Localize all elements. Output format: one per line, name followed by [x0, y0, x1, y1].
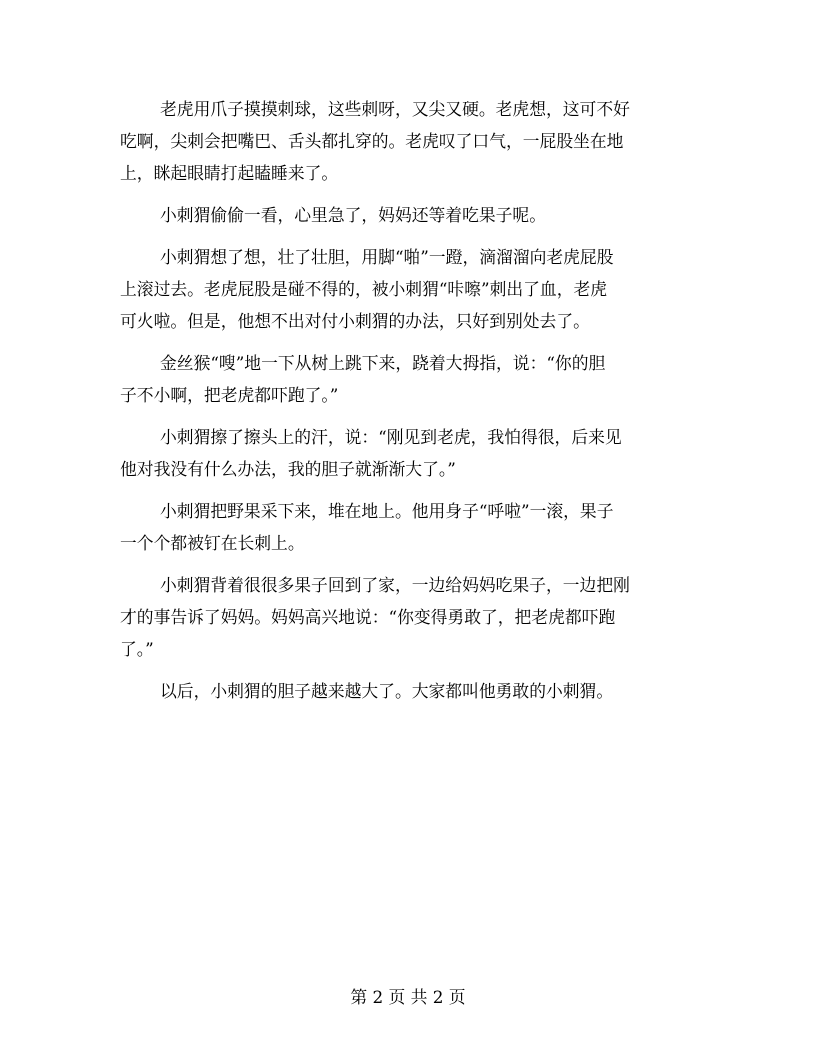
page-number-label: 第 2 页 共 2 页 [350, 987, 466, 1007]
paragraph-7 [120, 569, 696, 665]
paragraph-4 [120, 347, 696, 411]
text-line: 可火啦。但是，他想不出对付小刺猬的办法，只好到别处去了。 [120, 311, 590, 331]
text-line: 一个个都被钉在长刺上。 [120, 533, 305, 553]
text-line: 子不小啊，把老虎都吓跑了。” [120, 385, 339, 405]
text-line: 了。” [120, 639, 154, 659]
text-line: 以后，小刺猬的胆子越来越大了。大家都叫他勇敢的小刺猬。 [160, 681, 614, 701]
text-line: 老虎用爪子摸摸刺球，这些刺呀，又尖又硬。老虎想，这可不好 [160, 99, 630, 119]
text-line: 上，眯起眼睛打起瞌睡来了。 [120, 163, 339, 183]
text-line: 金丝猴“嗖”地一下从树上跳下来，跷着大拇指，说：“你的胆 [160, 353, 606, 373]
text-line: 小刺猬背着很很多果子回到了家，一边给妈妈吃果子，一边把刚 [160, 575, 630, 595]
text-line: 小刺猬想了想，壮了壮胆，用脚“啪”一蹬，滴溜溜向老虎屁股 [160, 247, 614, 267]
paragraph-1 [120, 93, 696, 189]
paragraph-8 [120, 675, 696, 707]
text-line: 小刺猬偷偷一看，心里急了，妈妈还等着吃果子呢。 [160, 205, 546, 225]
paragraph-2 [120, 199, 696, 231]
page-footer [0, 985, 816, 1009]
paragraph-6 [120, 495, 696, 559]
text-line: 小刺猬把野果采下来，堆在地上。他用身子“呼啦”一滚，果子 [160, 501, 614, 521]
paragraph-5 [120, 421, 696, 485]
paragraph-3 [120, 241, 696, 337]
document-body [120, 93, 696, 717]
text-line: 上滚过去。老虎屁股是碰不得的，被小刺猬“咔嚓”刺出了血，老虎 [120, 279, 608, 299]
text-line: 才的事告诉了妈妈。妈妈高兴地说：“你变得勇敢了，把老虎都吓跑 [120, 607, 616, 627]
text-line: 他对我没有什么办法，我的胆子就渐渐大了。” [120, 459, 456, 479]
text-line: 小刺猬擦了擦头上的汗，说：“刚见到老虎，我怕得很，后来见 [160, 427, 622, 447]
text-line: 吃啊，尖刺会把嘴巴、舌头都扎穿的。老虎叹了口气，一屁股坐在地 [120, 131, 624, 151]
